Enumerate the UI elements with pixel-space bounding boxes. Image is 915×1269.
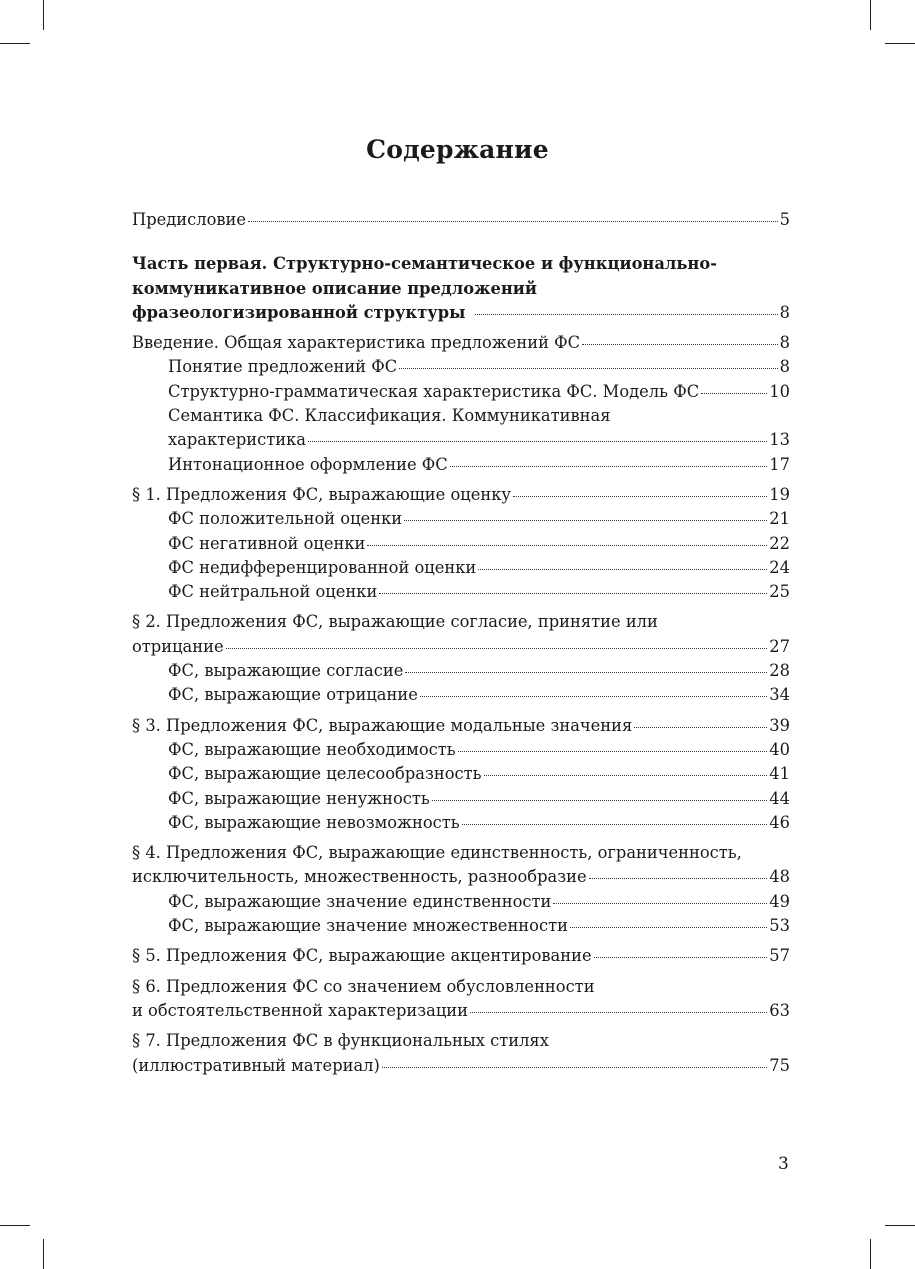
toc-entry-text: Понятие предложений ФС	[168, 357, 398, 377]
toc-page-number: 5	[779, 210, 790, 229]
toc-introduction	[132, 331, 790, 477]
toc-page-number: 44	[769, 788, 790, 808]
dot-leader	[478, 569, 767, 570]
toc-page-number: 25	[769, 582, 790, 602]
toc-entry-line: § 7. Предложения ФС в функциональных стилях	[132, 1031, 549, 1051]
toc-entry-text: характеристика	[168, 430, 306, 450]
crop-mark	[885, 1225, 915, 1226]
toc-entry-text: исключительность, множественность, разнообразие	[132, 867, 587, 887]
toc-page-number: 46	[769, 812, 790, 832]
toc-page-number: 8	[779, 357, 790, 377]
page-title: Содержание	[366, 134, 549, 164]
dot-leader	[379, 593, 767, 594]
toc-page-number: 22	[769, 533, 790, 553]
dot-leader	[582, 344, 778, 345]
toc-entry-text: (иллюстративный материал)	[132, 1055, 380, 1075]
toc-page-number: 19	[769, 484, 790, 504]
toc-page-number: 13	[769, 430, 790, 450]
dot-leader	[462, 824, 768, 825]
table-of-contents	[132, 208, 790, 1078]
toc-entry-text: ФС недифференцированной оценки	[168, 557, 477, 577]
toc-section-6	[132, 975, 790, 1024]
toc-entry-text: § 5. Предложения ФС, выражающие акцентирование	[132, 946, 592, 966]
toc-entry-text: Структурно-грамматическая характеристика ФС. Модель ФС	[168, 381, 700, 401]
toc-subentry[interactable]	[132, 811, 790, 835]
dot-leader	[405, 672, 767, 673]
crop-mark	[885, 43, 915, 44]
toc-entry-text: отрицание	[132, 636, 224, 656]
dot-leader	[470, 1012, 767, 1013]
dot-leader	[475, 314, 777, 315]
toc-entry[interactable]	[132, 208, 790, 232]
toc-entry-text: ФС, выражающие невозможность	[168, 812, 460, 832]
crop-mark	[0, 43, 30, 44]
dot-leader	[594, 957, 768, 958]
toc-page-number: 39	[769, 715, 790, 735]
dot-leader	[450, 466, 768, 467]
toc-section-5	[132, 944, 790, 968]
toc-entry-line: § 4. Предложения ФС, выражающие единственность, ограниченность,	[132, 843, 742, 863]
dot-leader	[248, 221, 778, 222]
toc-subentry-line: Семантика ФС. Классификация. Коммуникативная	[168, 406, 611, 426]
toc-entry-text: Предисловие	[132, 210, 247, 229]
toc-page-number: 21	[769, 509, 790, 529]
dot-leader	[553, 903, 767, 904]
toc-subentry[interactable]	[132, 914, 790, 938]
dot-leader	[399, 368, 777, 369]
toc-page-number: 27	[769, 636, 790, 656]
dot-leader	[701, 393, 767, 394]
page-number: 3	[778, 1154, 789, 1174]
toc-page-number: 49	[769, 891, 790, 911]
toc-page-number: 48	[769, 867, 790, 887]
toc-page-number: 8	[779, 302, 790, 322]
toc-section-7	[132, 1029, 790, 1078]
toc-subentry[interactable]	[132, 738, 790, 762]
toc-entry[interactable]	[132, 1054, 790, 1078]
toc-entry[interactable]	[132, 331, 790, 355]
toc-entry-text: ФС, выражающие ненужность	[168, 788, 430, 808]
toc-entry-text: ФС, выражающие отрицание	[168, 685, 418, 705]
toc-preface	[132, 208, 790, 232]
toc-page-number: 34	[769, 685, 790, 705]
toc-subentry[interactable]	[132, 556, 790, 580]
dot-leader	[513, 496, 767, 497]
dot-leader	[634, 727, 767, 728]
toc-page-number: 10	[769, 381, 790, 401]
toc-part-heading-line: коммуникативное описание предложений	[132, 278, 537, 298]
dot-leader	[404, 520, 767, 521]
dot-leader	[420, 696, 767, 697]
toc-subentry[interactable]	[132, 355, 790, 379]
toc-page-number: 63	[769, 1000, 790, 1020]
toc-entry-line: § 6. Предложения ФС со значением обусловленности	[132, 976, 595, 996]
toc-subentry[interactable]	[132, 659, 790, 683]
toc-subentry[interactable]	[132, 507, 790, 531]
toc-section-1	[132, 483, 790, 604]
dot-leader	[589, 878, 768, 879]
toc-entry[interactable]	[132, 999, 790, 1023]
toc-subentry[interactable]	[132, 762, 790, 786]
toc-entry-text: ФС, выражающие целесообразность	[168, 764, 482, 784]
toc-page-number: 40	[769, 739, 790, 759]
toc-page-number: 57	[769, 946, 790, 966]
toc-entry-text: ФС, выражающие необходимость	[168, 739, 456, 759]
toc-subentry[interactable]	[132, 453, 790, 477]
toc-page-number: 28	[769, 661, 790, 681]
dot-leader	[308, 441, 767, 442]
toc-page-number: 17	[769, 454, 790, 474]
toc-entry[interactable]	[132, 714, 790, 738]
toc-part-heading-line: Часть первая. Структурно-семантическое и функционально-	[132, 254, 717, 274]
toc-subentry[interactable]	[132, 580, 790, 604]
toc-entry-text: ФС, выражающие согласие	[168, 661, 404, 681]
crop-mark	[870, 0, 871, 30]
toc-section-4	[132, 841, 790, 938]
toc-subentry[interactable]	[132, 428, 790, 452]
toc-entry[interactable]	[132, 483, 790, 507]
toc-entry-text: фразеологизированной структуры	[132, 302, 466, 322]
toc-entry-text: и обстоятельственной характеризации	[132, 1000, 469, 1020]
toc-entry-text: ФС негативной оценки	[168, 533, 366, 553]
toc-entry-text: ФС положительной оценки	[168, 509, 403, 529]
toc-entry-text: Введение. Общая характеристика предложений ФС	[132, 333, 581, 353]
toc-page-number: 8	[779, 333, 790, 353]
dot-leader	[367, 545, 767, 546]
toc-entry[interactable]	[132, 944, 790, 968]
toc-subentry[interactable]	[132, 380, 790, 404]
toc-entry[interactable]	[132, 635, 790, 659]
crop-mark	[43, 1239, 44, 1269]
dot-leader	[432, 800, 768, 801]
toc-entry-text: Интонационное оформление ФС	[168, 454, 448, 474]
toc-page-number: 53	[769, 916, 790, 936]
toc-entry-text: ФС, выражающие значение единственности	[168, 891, 552, 911]
toc-entry[interactable]	[132, 865, 790, 889]
toc-subentry[interactable]	[132, 787, 790, 811]
toc-entry[interactable]	[132, 301, 790, 325]
toc-entry-text: ФС, выражающие значение множественности	[168, 916, 568, 936]
crop-mark	[870, 1239, 871, 1269]
dot-leader	[570, 927, 767, 928]
toc-entry-text: § 1. Предложения ФС, выражающие оценку	[132, 484, 511, 504]
toc-part-one	[132, 252, 790, 325]
dot-leader	[382, 1067, 767, 1068]
toc-entry-text: § 3. Предложения ФС, выражающие модальные значения	[132, 715, 633, 735]
toc-subentry[interactable]	[132, 532, 790, 556]
crop-mark	[0, 1225, 30, 1226]
toc-section-2	[132, 610, 790, 707]
toc-page-number: 75	[769, 1055, 790, 1075]
dot-leader	[458, 751, 768, 752]
toc-subentry[interactable]	[132, 683, 790, 707]
toc-section-3	[132, 714, 790, 835]
toc-page-number: 24	[769, 557, 790, 577]
toc-entry-line: § 2. Предложения ФС, выражающие согласие, принятие или	[132, 612, 658, 632]
toc-entry-text: ФС нейтральной оценки	[168, 582, 378, 602]
dot-leader	[484, 775, 768, 776]
toc-subentry[interactable]	[132, 890, 790, 914]
dot-leader	[226, 648, 768, 649]
toc-page-number: 41	[769, 764, 790, 784]
crop-mark	[43, 0, 44, 30]
